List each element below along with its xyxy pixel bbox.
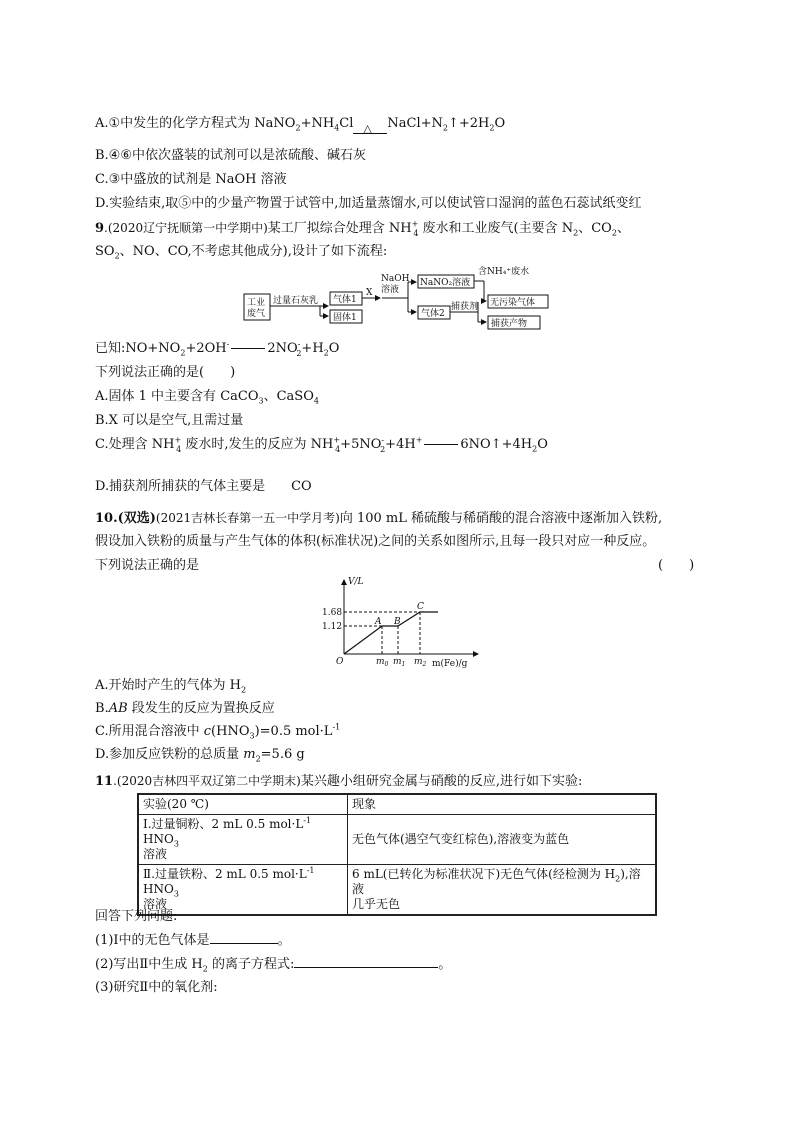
flow-gas1-label: 气体1 <box>333 295 357 305</box>
q11-answer-intro: 回答下列问题: <box>95 909 178 924</box>
q8-option-b: B.④⑥中依次盛装的试剂可以是浓硫酸、碱石灰 <box>95 148 366 163</box>
flow-lime-label: 过量石灰乳 <box>273 296 319 306</box>
flow-industrial-gas-l1: 工业 <box>247 298 266 308</box>
flow-gas2-label: 气体2 <box>421 309 445 319</box>
flow-captured-label: 捕获产物 <box>491 319 528 329</box>
q11-subq1: (1)Ⅰ中的无色气体是 。 <box>95 933 291 948</box>
q11-stem: 11.(2020吉林四平双辽第二中学期末)某兴趣小组研究金属与硝酸的反应,进行如下实验: <box>95 774 583 789</box>
q10-answer-paren: ( ) <box>658 558 695 573</box>
graph-ylabel: V/L <box>348 577 364 587</box>
table-header-row <box>138 794 656 815</box>
q11-subq3: (3)研究Ⅱ中的氧化剂: <box>95 980 218 995</box>
q9-option-b: B.X 可以是空气,且需过量 <box>95 413 244 428</box>
q8-option-d: D.实验结束,取⑤中的少量产物置于试管中,加适量蒸馏水,可以使试管口湿润的蓝色石蕊试纸变红 <box>95 196 642 211</box>
flow-naoh-l1: NaOH <box>381 274 410 284</box>
q9-option-d: D.捕获剂所捕获的气体主要是 CO <box>95 479 312 494</box>
graph-point-b: B <box>394 617 401 627</box>
q9-ask: 下列说法正确的是( ) <box>95 365 236 380</box>
flow-solid1-label: 固体1 <box>333 313 357 323</box>
flow-industrial-gas-l2: 废气 <box>247 309 266 319</box>
graph-y2-tick: 1.12 <box>322 622 343 632</box>
q10-option-c: C.所用混合溶液中 $c(HNO_3)=0.5$ $mol\cdot L^{-1}$ <box>95 722 341 741</box>
graph-m1: $m_1$ <box>393 657 406 668</box>
table-row <box>138 815 656 865</box>
q11-subq2: (2)写出Ⅱ中生成 $H_2$ 的离子方程式: 。 <box>95 957 452 974</box>
table-cell-experiment-1: Ⅰ.过量铜粉、2 mL 0.5 $mol\cdot L^{-1}$ $HNO_3$ 溶液 <box>138 815 348 865</box>
flow-x-label: X <box>366 288 373 298</box>
q8-option-a: A.①中发生的化学方程式为 $NaNO_2+NH_4Cl$ △ $NaCl+N_2↑+2H_2O$ <box>95 116 506 135</box>
table-header-experiment: 实验(20 ℃) <box>138 794 348 815</box>
graph-point-a: A <box>375 617 382 627</box>
q9-stem-line1: 9.(2020辽宁抚顺第一中学期中)某工厂拟综合处理含 $NH^+_4$ 废水和工业废气(主要含 $N_2$、$CO_2$、 <box>95 219 630 238</box>
table-cell-phenomenon-2: 6 mL(已转化为标准状况下)无色气体(经检测为 $H_2$),溶液 几乎无色 <box>348 865 657 916</box>
table-cell-experiment-2: Ⅱ.过量铁粉、2 mL 0.5 $mol\cdot L^{-1}$ $HNO_3$ 溶液 <box>138 865 348 916</box>
q10-option-d: D.参加反应铁粉的总质量 $m_2=5.6$ g <box>95 747 305 764</box>
q10-option-b: B.AB 段发生的反应为置换反应 <box>95 701 275 716</box>
flow-capture-agent-label: 捕获剂 <box>451 302 479 312</box>
q11-blank-1[interactable] <box>210 931 278 944</box>
flow-nh4-waste-label: 含NH₄⁺废水 <box>478 267 530 277</box>
q9-flow-diagram <box>240 266 560 332</box>
q9-known: 已知$:NO+NO_2+2OH^-$ $2NO^-_2+H_2O$ <box>95 339 340 358</box>
q9-option-a: A.固体 1 中主要含有 CaCO$_3$、CaSO$_4$ <box>95 389 319 406</box>
q10-ask: 下列说法正确的是 <box>95 558 200 573</box>
q9-option-c: C.处理含 $NH^+_4$ 废水时,发生的反应为 $NH^+_4+5NO^-_2+4H^+$ $6NO↑+4H_2O$ <box>95 435 548 454</box>
flow-clean-gas-label: 无污染气体 <box>490 298 536 308</box>
graph-y1-tick: 1.68 <box>322 608 343 618</box>
q10-stem-line2: 假设加入铁粉的质量与产生气体的体积(标准状况)之间的关系如图所示,且每一段只对应一种反应。 <box>95 534 656 549</box>
graph-origin: O <box>336 657 344 667</box>
q8-option-c: C.③中盛放的试剂是 NaOH 溶液 <box>95 172 287 187</box>
graph-point-c: C <box>417 602 424 612</box>
q11-blank-2[interactable] <box>294 955 438 968</box>
table-row <box>138 865 656 916</box>
table-cell-phenomenon-1: 无色气体(遇空气变红棕色),溶液变为蓝色 <box>348 815 657 865</box>
graph-m2: $m_2$ <box>414 657 427 668</box>
q10-option-a: A.开始时产生的气体为 $H_2$ <box>95 678 247 695</box>
flow-naoh-l2: 溶液 <box>381 285 400 295</box>
graph-curve <box>344 612 438 654</box>
q11-experiment-table <box>137 793 657 916</box>
q9-stem-line2: $SO_2$、NO、CO,不考虑其他成分),设计了如下流程: <box>95 244 388 261</box>
q10-graph <box>308 574 488 670</box>
table-header-phenomenon: 现象 <box>348 794 657 815</box>
graph-m0: $m_0$ <box>376 657 389 668</box>
graph-xlabel: m(Fe)/g <box>432 659 468 669</box>
flow-nano2-label: NaNO₂溶液 <box>420 278 471 288</box>
q10-stem-line1: 10.(双选)(2021吉林长春第一五一中学月考)向 100 mL 稀硫酸与稀硝酸的混合溶液中逐渐加入铁粉, <box>95 511 663 526</box>
